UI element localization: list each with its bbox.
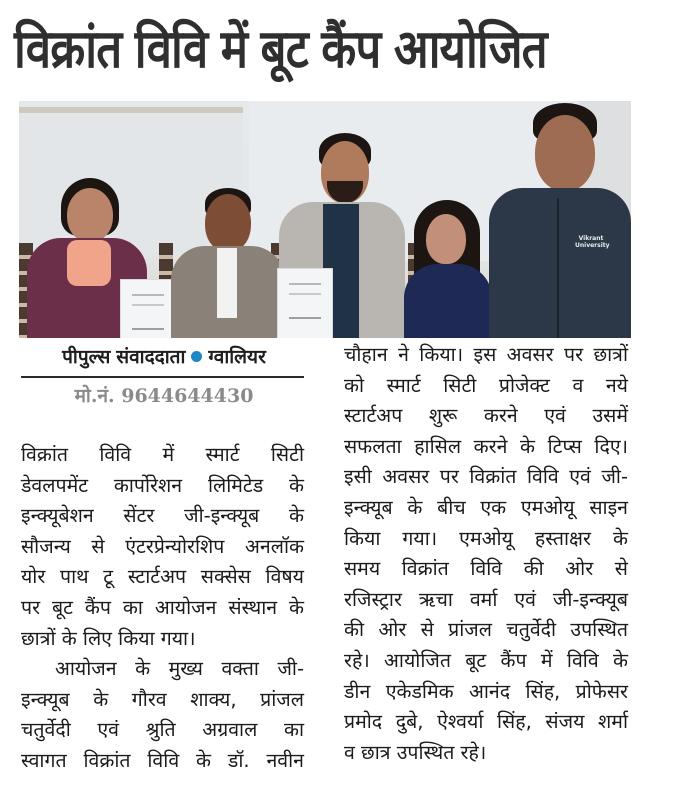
article-line: इन्क्यूब के बीच एक एमओयू साइन xyxy=(344,495,628,519)
byline xyxy=(24,340,304,374)
article-line: चौहान ने किया। इस अवसर पर छात्रों xyxy=(344,343,628,366)
article-photo xyxy=(19,101,631,338)
article-line: व छात्र उपस्थित रहे। xyxy=(344,740,487,764)
article-headline: विक्रांत विवि में बूट कैंप आयोजित xyxy=(14,19,547,80)
article-line: विक्रांत विवि में स्मार्ट सिटी xyxy=(21,443,304,466)
article-line: सौजन्य से एंटरप्रेन्योरशिप अनलॉक xyxy=(21,534,304,558)
byline-location: ग्वालियर xyxy=(208,346,266,368)
article-line: स्वागत विक्रांत विवि के डॉ. नवीन xyxy=(21,748,304,772)
article-line: प्रमोद दुबे, ऐश्वर्या सिंह, संजय शर्मा xyxy=(344,710,628,734)
article-line: डीन एकेडमिक आनंद सिंह, प्रोफेसर xyxy=(344,679,628,703)
mou-document xyxy=(277,268,333,338)
article-line: छात्रों के लिए किया गया। xyxy=(21,626,196,650)
article-line: को स्मार्ट सिटी प्रोजेक्ट व नये xyxy=(344,373,628,397)
article-line: डेवलपमेंट कार्पोरेशन लिमिटेड के xyxy=(21,473,304,497)
photo-person-5 xyxy=(489,103,631,338)
byline-source: पीपुल्स संवाददाता xyxy=(62,346,186,368)
byline-divider xyxy=(21,376,304,378)
byline-phone: मो.नं. 9644644430 xyxy=(74,385,254,407)
article-line: रहे। आयोजित बूट कैंप में विवि के xyxy=(344,648,628,672)
article-line: समय विक्रांत विवि की ओर से xyxy=(344,557,628,581)
article-line: रजिस्ट्रार ऋचा वर्मा एवं जी-इन्क्यूब xyxy=(344,587,628,611)
article-line: इन्क्यूब के गौरव शाक्य, प्रांजल xyxy=(21,687,304,711)
article-line: स्टार्टअप शुरू करने एवं उसमें xyxy=(344,404,628,428)
jacket-logo: Vikrant University xyxy=(575,235,610,249)
article-line: पर बूट कैंप का आयोजन संस्थान के xyxy=(21,595,304,619)
article-line: योर पाथ टू स्टार्टअप सक्सेस विषय xyxy=(21,565,304,589)
blue-dot-icon xyxy=(191,351,202,362)
article-line: इसी अवसर पर विक्रांत विवि एवं जी- xyxy=(344,465,628,489)
photo-person-4 xyxy=(394,200,494,338)
article-column-left xyxy=(21,440,304,777)
article-line: सफलता हासिल करने के टिप्स दिए। xyxy=(344,434,628,458)
article-line: किया गया। एमओयू हस्ताक्षर के xyxy=(344,526,628,550)
article-line: की ओर से प्रांजल चतुर्वेदी उपस्थित xyxy=(344,618,628,642)
photo-person-2 xyxy=(169,188,287,338)
article-line: आयोजन के मुख्य वक्ता जी- xyxy=(55,657,304,681)
article-line: इन्क्यूबेशन सेंटर जी-इन्क्यूब के xyxy=(21,504,304,528)
article-line: चतुर्वेदी एवं श्रुति अग्रवाल का xyxy=(21,718,304,742)
mou-document xyxy=(120,279,176,338)
article-column-right xyxy=(344,340,628,768)
